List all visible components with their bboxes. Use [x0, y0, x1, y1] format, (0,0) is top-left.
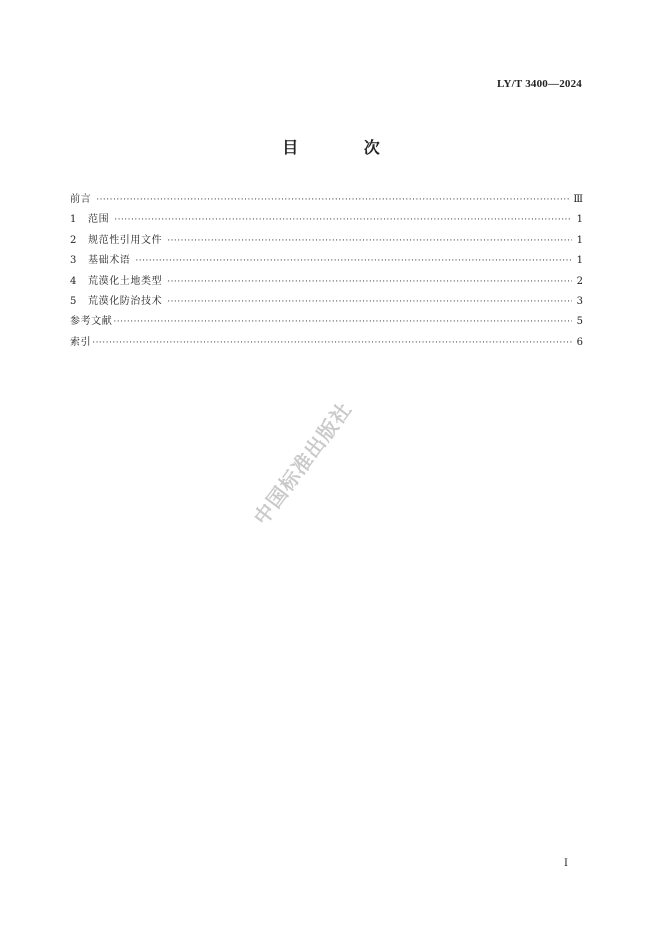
toc-entry-number: 1	[70, 214, 77, 226]
toc-entry-index[interactable]	[70, 333, 583, 353]
toc-entry-desertified-land-types[interactable]	[70, 272, 583, 292]
toc-dot-leader	[114, 210, 572, 230]
toc-entry-page: 2	[576, 275, 583, 287]
toc-entry-page: 5	[576, 316, 583, 328]
toc-dot-leader	[113, 312, 572, 332]
toc-entry-bibliography[interactable]	[70, 312, 583, 332]
toc-dot-leader	[167, 292, 572, 312]
toc-entry-number: 2	[70, 234, 77, 246]
toc-dot-leader	[167, 231, 572, 251]
toc-entry-page: 6	[576, 336, 583, 348]
toc-dot-leader	[96, 190, 570, 210]
page-number: Ⅰ	[564, 858, 568, 869]
toc-entry-label: 索引	[70, 336, 92, 348]
table-of-contents	[70, 190, 583, 353]
toc-entry-page: Ⅲ	[573, 194, 583, 205]
toc-dot-leader	[92, 333, 572, 353]
toc-entry-label: 荒漠化土地类型	[88, 275, 163, 287]
toc-entry-label: 基础术语	[88, 255, 131, 267]
toc-entry-page: 1	[576, 214, 583, 226]
page-title: 目 次	[282, 138, 410, 157]
standard-code: LY/T 3400—2024	[496, 78, 582, 90]
toc-entry-foreword[interactable]	[70, 190, 583, 210]
toc-entry-label: 范围	[88, 214, 110, 226]
toc-entry-page: 1	[576, 255, 583, 267]
toc-entry-label: 前言	[70, 194, 92, 205]
toc-entry-number: 4	[70, 275, 77, 287]
toc-entry-normative-references[interactable]	[70, 231, 583, 251]
publisher-watermark: 中国标准出版社	[248, 397, 357, 530]
toc-entry-basic-terms[interactable]	[70, 251, 583, 271]
toc-entry-label: 规范性引用文件	[88, 234, 163, 246]
toc-dot-leader	[135, 251, 572, 271]
toc-entry-label: 参考文献	[70, 316, 113, 328]
toc-dot-leader	[167, 272, 572, 292]
toc-entry-scope[interactable]	[70, 210, 583, 230]
toc-entry-page: 1	[576, 234, 583, 246]
toc-entry-number: 3	[70, 255, 77, 267]
toc-entry-number: 5	[70, 295, 77, 307]
toc-entry-label: 荒漠化防治技术	[88, 295, 163, 307]
toc-entry-control-techniques[interactable]	[70, 292, 583, 312]
toc-entry-page: 3	[576, 295, 583, 307]
